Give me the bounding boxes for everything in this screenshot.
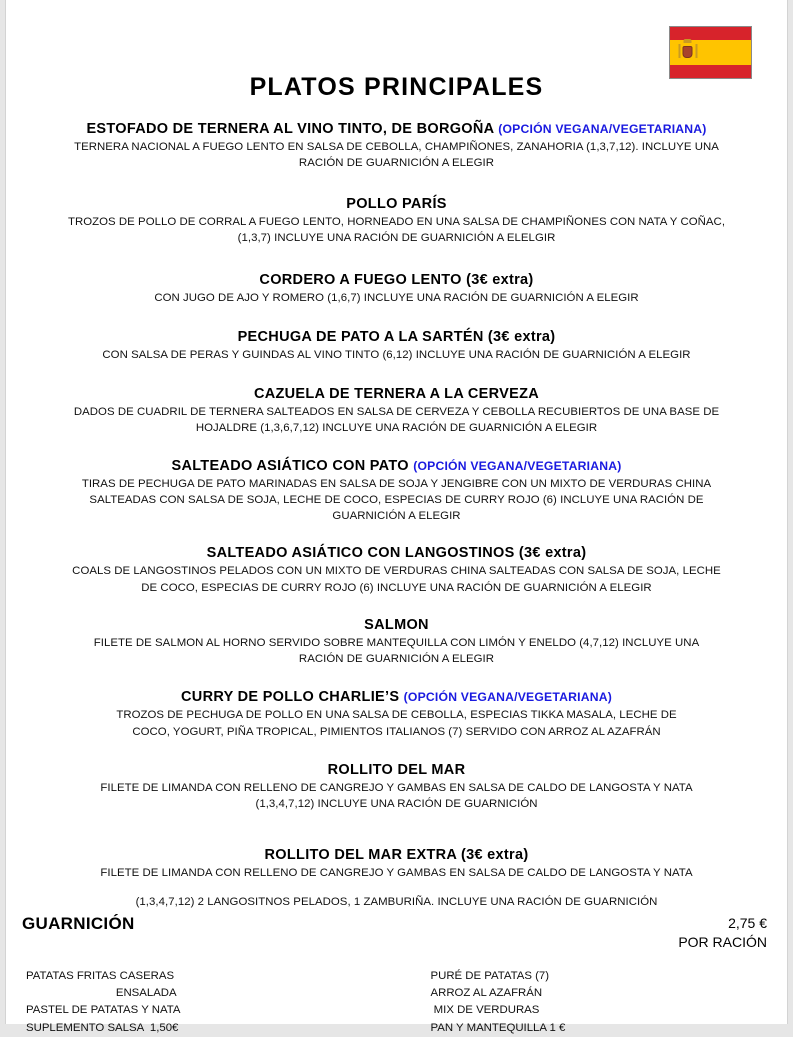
- dish-description: CON JUGO DE AJO Y ROMERO (1,6,7) INCLUYE UNA RACIÓN DE GUARNICIÓN A ELEGIR: [154, 291, 639, 304]
- garnish-item: PATATAS FRITAS CASERAS: [26, 969, 175, 982]
- menu-item: [18, 846, 775, 910]
- vegan-option-note: (OPCIÓN VEGANA/VEGETARIANA): [413, 458, 622, 473]
- dish-title-text: SALMON: [364, 616, 429, 633]
- menu-item: [18, 195, 775, 247]
- dish-title-text: CORDERO A FUEGO LENTO (3€ extra): [259, 271, 534, 288]
- menu-item: [18, 761, 775, 813]
- dish-name: [18, 616, 775, 634]
- dish-name: [18, 195, 775, 213]
- dish-title-text: ROLLITO DEL MAR EXTRA (3€ extra): [264, 847, 529, 864]
- garnish-title: GUARNICIÓN: [22, 913, 135, 933]
- dish-description: TROZOS DE PECHUGA DE POLLO EN UNA SALSA DE CEBOLLA, ESPECIAS TIKKA MASALA, LECHE DE COCO, YOGURT, PIÑA TROPICAL, PIMIENTOS ITALIANOS (7) SERVIDO CON ARROZ AL AZAFRÁN: [116, 709, 677, 738]
- dish-name: [18, 688, 775, 706]
- garnish-header: [18, 914, 775, 952]
- dish-name: [18, 761, 775, 779]
- spain-flag-icon: [669, 26, 752, 79]
- dish-description: FILETE DE LIMANDA CON RELLENO DE CANGREJO Y GAMBAS EN SALSA DE CALDO DE LANGOSTA Y NATA (1,3,4,7,12) INCLUYE UNA RACIÓN DE GUARNICIÓN: [100, 781, 693, 811]
- dish-name: [18, 544, 775, 562]
- dish-title-text: ROLLITO DEL MAR: [327, 761, 466, 778]
- garnish-item: PURÉ DE PATATAS (7): [430, 969, 550, 982]
- menu-item: [18, 328, 775, 363]
- dish-title-text: SALTEADO ASIÁTICO CON PATO: [171, 457, 409, 474]
- dish-title-text: SALTEADO ASIÁTICO CON LANGOSTINOS (3€ extra): [206, 545, 587, 562]
- menu-item: [18, 385, 775, 437]
- dish-name: [18, 328, 775, 346]
- dish-name: [18, 846, 775, 864]
- dish-title-text: CAZUELA DE TERNERA A LA CERVEZA: [253, 386, 540, 403]
- garnish-column-left: [22, 968, 367, 1037]
- dish-name: [18, 120, 775, 138]
- dish-description: FILETE DE SALMON AL HORNO SERVIDO SOBRE MANTEQUILLA CON LIMÓN Y ENELDO (4,7,12) INCLUYE UNA RACIÓN DE GUARNICIÓN A ELEGIR: [93, 636, 700, 666]
- flag-top-band: [670, 27, 751, 40]
- dish-description: FILETE DE LIMANDA CON RELLENO DE CANGREJO Y GAMBAS EN SALSA DE CALDO DE LANGOSTA Y NATA: [100, 867, 693, 880]
- crest-shield: [683, 46, 693, 58]
- crest-pillar-left: [678, 44, 680, 58]
- garnish-item: ENSALADA: [115, 986, 177, 999]
- dish-description: COALS DE LANGOSTINOS PELADOS CON UN MIXTO DE VERDURAS CHINA SALTEADAS CON SALSA DE SOJA, LECHE DE COCO, ESPECIAS DE CURRY ROJO (6) INCLUYE UNA RACIÓN DE GUARNICIÓN A ELEGIR: [72, 565, 721, 594]
- dish-name: [18, 271, 775, 289]
- dish-description: TERNERA NACIONAL A FUEGO LENTO EN SALSA DE CEBOLLA, CHAMPIÑONES, ZANAHORIA (1,3,7,12). INCLUYE UNA RACIÓN DE GUARNICIÓN A ELEGIR: [74, 140, 719, 169]
- garnish-item: MIX DE VERDURAS: [430, 1004, 540, 1017]
- dish-description: CON SALSA DE PERAS Y GUINDAS AL VINO TINTO (6,12) INCLUYE UNA RACIÓN DE GUARNICIÓN A ELEGIR: [102, 348, 691, 361]
- garnish-item: PASTEL DE PATATAS Y NATA: [26, 1004, 181, 1017]
- crest-crown: [684, 39, 692, 43]
- dish-title-text: POLLO PARÍS: [346, 196, 447, 212]
- garnish-item: SUPLEMENTO SALSA 1,50€: [26, 1021, 179, 1034]
- dish-title-text: ESTOFADO DE TERNERA AL VINO TINTO, DE BORGOÑA: [86, 120, 494, 137]
- garnish-price-unit: POR RACIÓN: [678, 933, 767, 950]
- menu-item: [18, 616, 775, 668]
- vegan-option-note: (OPCIÓN VEGANA/VEGETARIANA): [498, 121, 707, 136]
- dish-name: [18, 457, 775, 475]
- menu-item: [18, 120, 775, 172]
- flag-bottom-band: [670, 65, 751, 78]
- garnish-column-right: [367, 968, 772, 1037]
- menu-item: [18, 457, 775, 525]
- dish-name: [18, 385, 775, 403]
- crest-pillar-right: [695, 44, 697, 58]
- dish-title-text: CURRY DE POLLO CHARLIE’S: [181, 689, 400, 706]
- garnish-price: 2,75 €: [728, 914, 767, 931]
- flag-coat-of-arms: [679, 42, 696, 62]
- garnish-item: PAN Y MANTEQUILLA 1 €: [430, 1021, 566, 1034]
- menu-item: [18, 688, 775, 740]
- dish-description-line2: (1,3,4,7,12) 2 LANGOSITNOS PELADOS, 1 ZAMBURIÑA. INCLUYE UNA RACIÓN DE GUARNICIÓN: [135, 895, 658, 908]
- dish-title-text: PECHUGA DE PATO A LA SARTÉN (3€ extra): [237, 328, 556, 345]
- garnish-item: ARROZ AL AZAFRÁN: [430, 986, 543, 999]
- garnish-section: [18, 914, 775, 1037]
- menu-item: [18, 271, 775, 306]
- dish-description: TROZOS DE POLLO DE CORRAL A FUEGO LENTO, HORNEADO EN UNA SALSA DE CHAMPIÑONES CON NATA Y COÑAC, (1,3,7) INCLUYE UNA RACIÓN DE GUARNICIÓN A ELELGIR: [67, 216, 726, 245]
- garnish-price-block: [678, 914, 767, 952]
- menu-page: [5, 0, 788, 1034]
- dish-description: TIRAS DE PECHUGA DE PATO MARINADAS EN SALSA DE SOJA Y JENGIBRE CON UN MIXTO DE VERDURAS CHINA SALTEADAS CON SALSA DE SOJA, LECHE DE COCO, ESPECIAS DE CURRY ROJO (6) INCLUYE UNA RACIÓN DE GUARNICIÓN A ELEGIR: [81, 477, 712, 523]
- menu-item: [18, 544, 775, 596]
- dish-description: DADOS DE CUADRIL DE TERNERA SALTEADOS EN SALSA DE CERVEZA Y CEBOLLA RECUBIERTOS DE UNA BASE DE HOJALDRE (1,3,6,7,12) INCLUYE UNA RACIÓN DE GUARNICIÓN A ELEGIR: [73, 406, 720, 435]
- page-title: PLATOS PRINCIPALES: [249, 73, 544, 101]
- vegan-option-note: (OPCIÓN VEGANA/VEGETARIANA): [403, 690, 612, 705]
- garnish-options: [18, 968, 775, 1037]
